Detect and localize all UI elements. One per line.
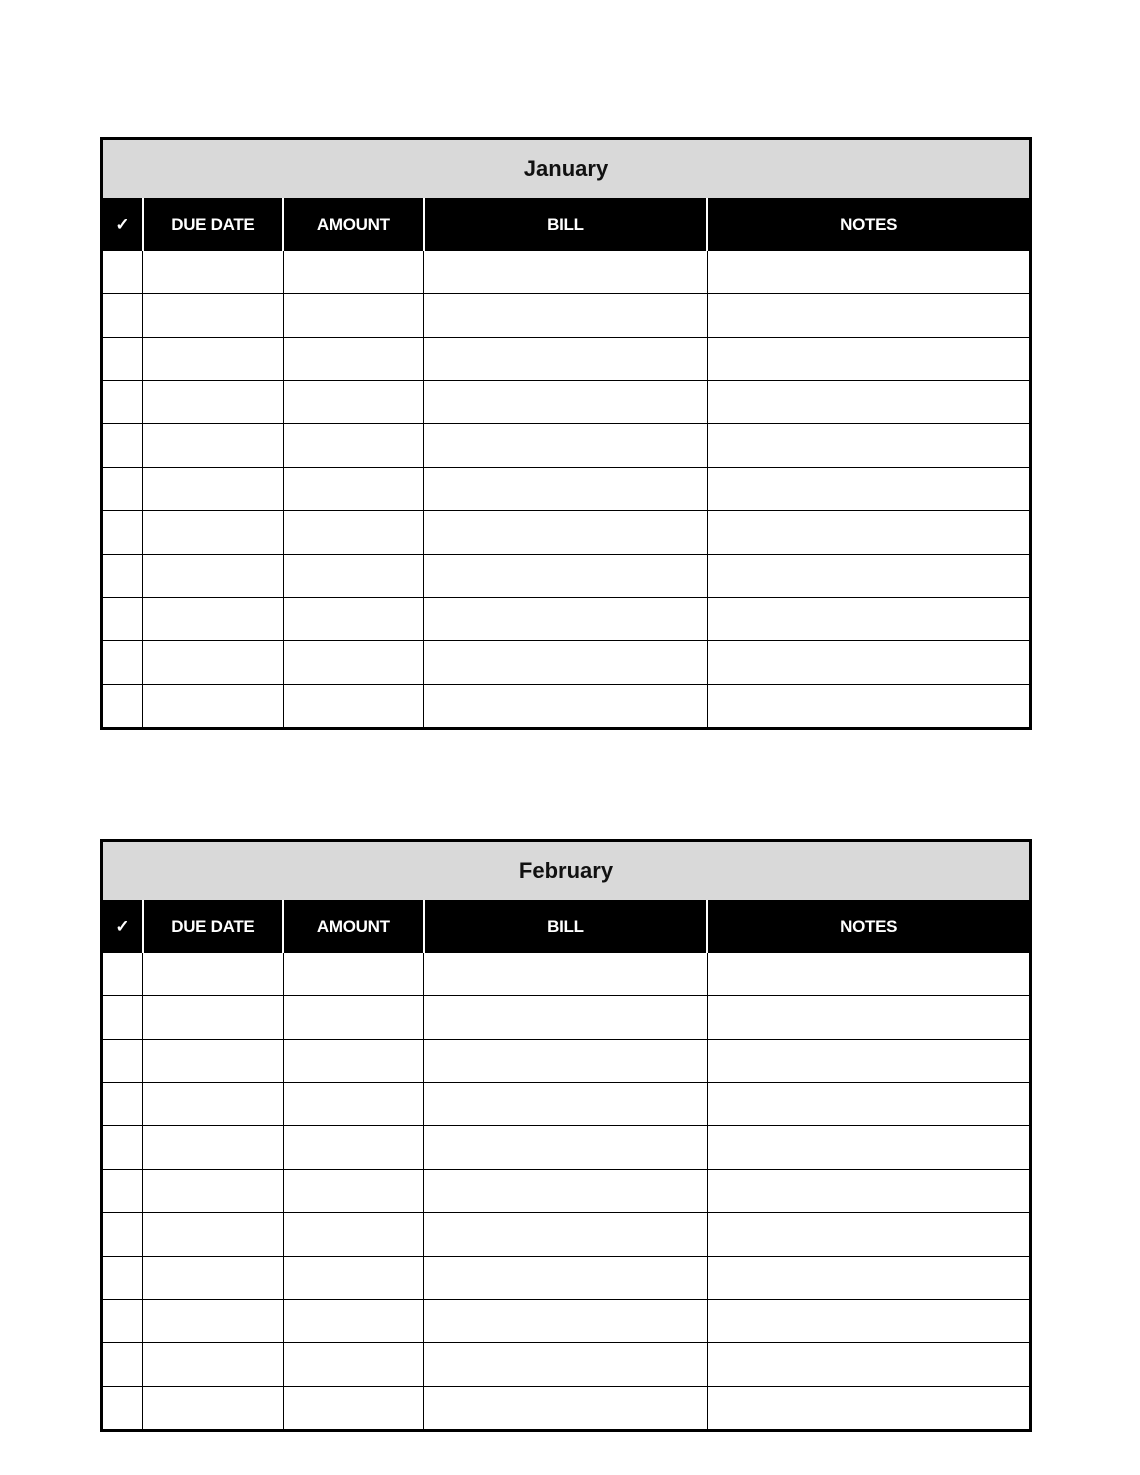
notes-cell <box>707 1299 1030 1342</box>
check-cell <box>102 641 143 684</box>
table-row <box>102 381 1031 424</box>
due-date-cell <box>143 1083 283 1126</box>
table-row <box>102 1299 1031 1342</box>
bill-cell <box>424 294 708 337</box>
table-row <box>102 1039 1031 1082</box>
amount-cell <box>283 996 423 1039</box>
notes-cell <box>707 251 1030 294</box>
amount-cell <box>283 424 423 467</box>
check-cell <box>102 1169 143 1212</box>
bill-cell <box>424 953 708 996</box>
table-row <box>102 1343 1031 1386</box>
table-row <box>102 684 1031 728</box>
bill-cell <box>424 424 708 467</box>
bill-cell <box>424 1386 708 1430</box>
check-cell <box>102 1039 143 1082</box>
table-row <box>102 337 1031 380</box>
notes-cell <box>707 1039 1030 1082</box>
due-date-cell <box>143 953 283 996</box>
notes-cell <box>707 1256 1030 1299</box>
amount-cell <box>283 554 423 597</box>
month-title: January <box>102 139 1031 199</box>
due-date-cell <box>143 1386 283 1430</box>
amount-cell <box>283 511 423 554</box>
due-date-cell <box>143 1039 283 1082</box>
check-cell <box>102 424 143 467</box>
bill-cell <box>424 641 708 684</box>
notes-cell <box>707 1343 1030 1386</box>
check-cell <box>102 1126 143 1169</box>
due-date-cell <box>143 684 283 728</box>
due-date-cell <box>143 597 283 640</box>
due-date-cell <box>143 381 283 424</box>
table-row <box>102 294 1031 337</box>
notes-cell <box>707 294 1030 337</box>
table-row <box>102 1213 1031 1256</box>
table-row <box>102 641 1031 684</box>
amount-cell <box>283 337 423 380</box>
notes-cell <box>707 1213 1030 1256</box>
bill-cell <box>424 1083 708 1126</box>
table-row <box>102 1169 1031 1212</box>
amount-cell <box>283 597 423 640</box>
column-header-notes: NOTES <box>707 901 1030 953</box>
amount-cell <box>283 1386 423 1430</box>
month-title: February <box>102 841 1031 901</box>
bill-cell <box>424 251 708 294</box>
check-cell <box>102 337 143 380</box>
bill-cell <box>424 1039 708 1082</box>
check-cell <box>102 1256 143 1299</box>
bill-cell <box>424 1126 708 1169</box>
checkmark-icon: ✓ <box>102 901 143 953</box>
check-cell <box>102 1213 143 1256</box>
bill-cell <box>424 1343 708 1386</box>
bill-cell <box>424 597 708 640</box>
check-cell <box>102 996 143 1039</box>
notes-cell <box>707 641 1030 684</box>
bill-cell <box>424 554 708 597</box>
check-cell <box>102 554 143 597</box>
checkmark-icon: ✓ <box>102 199 143 251</box>
notes-cell <box>707 1083 1030 1126</box>
table-row <box>102 1256 1031 1299</box>
bill-cell <box>424 996 708 1039</box>
table-row <box>102 1386 1031 1430</box>
check-cell <box>102 1343 143 1386</box>
column-header-amount: AMOUNT <box>283 199 423 251</box>
table-row <box>102 554 1031 597</box>
amount-cell <box>283 381 423 424</box>
due-date-cell <box>143 996 283 1039</box>
bill-table-february <box>100 839 1032 1432</box>
amount-cell <box>283 1126 423 1169</box>
notes-cell <box>707 684 1030 728</box>
table-row <box>102 424 1031 467</box>
amount-cell <box>283 641 423 684</box>
table-row <box>102 251 1031 294</box>
notes-cell <box>707 597 1030 640</box>
check-cell <box>102 1299 143 1342</box>
column-header-bill: BILL <box>424 199 708 251</box>
due-date-cell <box>143 1213 283 1256</box>
bill-cell <box>424 1299 708 1342</box>
due-date-cell <box>143 424 283 467</box>
check-cell <box>102 381 143 424</box>
due-date-cell <box>143 467 283 510</box>
due-date-cell <box>143 251 283 294</box>
table-row <box>102 1083 1031 1126</box>
notes-cell <box>707 1126 1030 1169</box>
notes-cell <box>707 511 1030 554</box>
notes-cell <box>707 467 1030 510</box>
amount-cell <box>283 953 423 996</box>
notes-cell <box>707 381 1030 424</box>
notes-cell <box>707 1169 1030 1212</box>
due-date-cell <box>143 337 283 380</box>
column-header-due-date: DUE DATE <box>143 901 283 953</box>
amount-cell <box>283 1169 423 1212</box>
bill-cell <box>424 1213 708 1256</box>
check-cell <box>102 1083 143 1126</box>
bill-cell <box>424 381 708 424</box>
amount-cell <box>283 1256 423 1299</box>
amount-cell <box>283 1083 423 1126</box>
check-cell <box>102 511 143 554</box>
amount-cell <box>283 467 423 510</box>
column-header-notes: NOTES <box>707 199 1030 251</box>
amount-cell <box>283 1299 423 1342</box>
notes-cell <box>707 1386 1030 1430</box>
bill-cell <box>424 684 708 728</box>
amount-cell <box>283 1343 423 1386</box>
amount-cell <box>283 251 423 294</box>
due-date-cell <box>143 294 283 337</box>
bill-cell <box>424 1169 708 1212</box>
check-cell <box>102 684 143 728</box>
check-cell <box>102 1386 143 1430</box>
table-row <box>102 996 1031 1039</box>
notes-cell <box>707 424 1030 467</box>
due-date-cell <box>143 1299 283 1342</box>
amount-cell <box>283 294 423 337</box>
amount-cell <box>283 684 423 728</box>
column-header-amount: AMOUNT <box>283 901 423 953</box>
notes-cell <box>707 953 1030 996</box>
bill-cell <box>424 1256 708 1299</box>
due-date-cell <box>143 1343 283 1386</box>
notes-cell <box>707 996 1030 1039</box>
bill-cell <box>424 337 708 380</box>
due-date-cell <box>143 1126 283 1169</box>
due-date-cell <box>143 641 283 684</box>
bill-table-january <box>100 137 1032 730</box>
due-date-cell <box>143 554 283 597</box>
notes-cell <box>707 554 1030 597</box>
table-row <box>102 597 1031 640</box>
column-header-due-date: DUE DATE <box>143 199 283 251</box>
due-date-cell <box>143 511 283 554</box>
table-row <box>102 511 1031 554</box>
notes-cell <box>707 337 1030 380</box>
due-date-cell <box>143 1256 283 1299</box>
check-cell <box>102 953 143 996</box>
bill-cell <box>424 511 708 554</box>
table-row <box>102 953 1031 996</box>
check-cell <box>102 251 143 294</box>
check-cell <box>102 467 143 510</box>
amount-cell <box>283 1213 423 1256</box>
table-row <box>102 1126 1031 1169</box>
check-cell <box>102 597 143 640</box>
due-date-cell <box>143 1169 283 1212</box>
column-header-bill: BILL <box>424 901 708 953</box>
bill-cell <box>424 467 708 510</box>
check-cell <box>102 294 143 337</box>
amount-cell <box>283 1039 423 1082</box>
table-row <box>102 467 1031 510</box>
